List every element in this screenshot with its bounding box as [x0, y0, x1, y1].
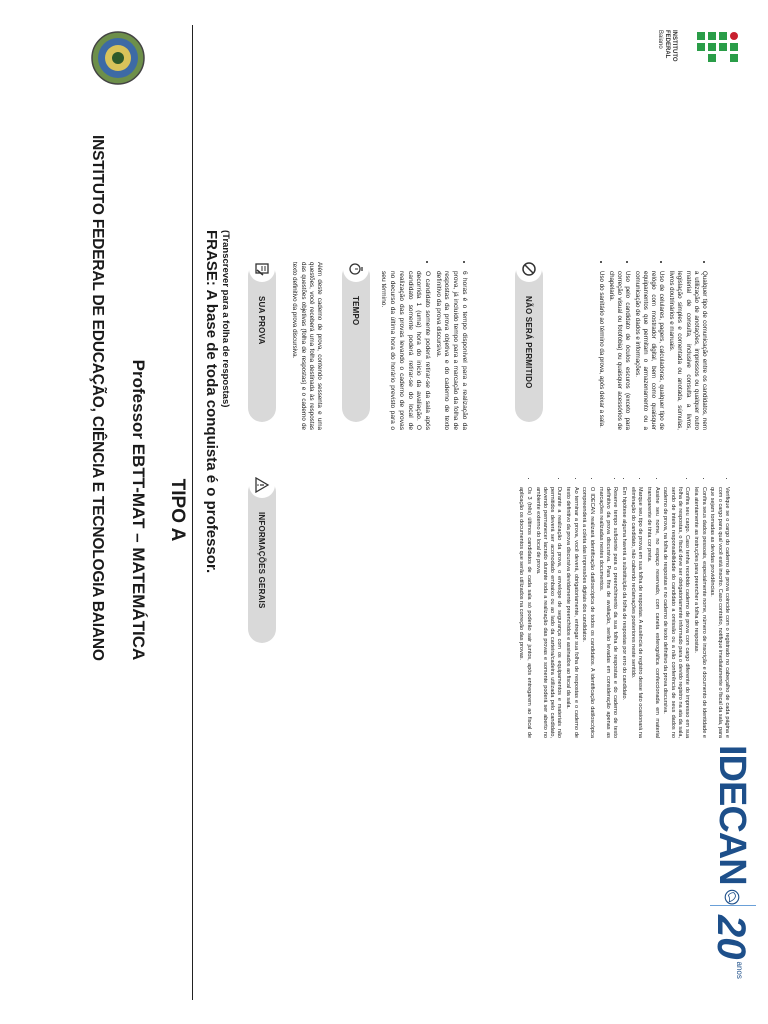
idecan-globe-icon	[714, 889, 750, 905]
list-item: • O candidato somente poderá retirar-se da sala após decorrida 1 (uma) hora do início da avaliação. O candidato somente poderá retirar-se do local de realização das provas levando o caderno de provas no decurso da última hora do horário previsto para o seu término.	[378, 271, 431, 430]
stopwatch-icon	[343, 256, 369, 282]
frase-note: (Transcrever para a folha de respostas)	[220, 230, 231, 408]
if-grid-icon	[682, 30, 742, 70]
if-logo-line-2: FEDERAL	[664, 30, 670, 59]
section-sua-prova-label: SUA PROVA	[257, 296, 267, 345]
section-tempo-text	[377, 262, 468, 430]
tipo-title: TIPO A	[167, 478, 188, 542]
prohibited-icon	[516, 256, 542, 282]
list-item: • 6 horas é o tempo disponível para a realização da prova, já incluído tempo para a marcação da folha de respostas da prova objetiva e do caderno de texto definitivo da prova discursiva.	[433, 271, 468, 430]
section-informacoes-header	[248, 478, 276, 643]
if-baiano-logo	[622, 30, 742, 70]
frase-text: FRASE: A base de toda conquista é o professor.	[203, 230, 220, 574]
institution-title: INSTITUTO FEDERAL DE EDUCAÇÃO, CIÊNCIA E TECNOLOGIA BAIANO	[89, 135, 106, 661]
section-nao-permitido-text	[595, 262, 708, 430]
list-item: • Assine seu nome, no espaço reservado, com caneta esferográfica confeccionada em material transparente de tinta cor preta.	[645, 487, 660, 738]
footer-logo-separator	[710, 905, 756, 906]
section-tempo-header	[342, 262, 370, 422]
anniversary-label: anos	[735, 961, 745, 979]
list-item: • O IDECAN realizará identificação datiloscópica de todos os candidatos. A identificação datiloscópica compreenderá a coleta das impressões digitais dos candidatos.	[580, 487, 595, 738]
section-informacoes-label: INFORMAÇÕES GERAIS	[257, 512, 267, 609]
document-pencil-icon	[249, 256, 275, 282]
idecan-wordmark: IDECAN	[711, 745, 754, 885]
if-logo-line-1: INSTITUTO	[671, 30, 677, 62]
section-sua-prova-text	[290, 262, 323, 430]
sua-prova-paragraph: Além deste caderno de prova, contendo sessenta e uma questões, você receberá uma folha destinada às respostas das questões objetivas (folha de respostas) e o caderno de texto definitivo da prova discursiva.	[291, 262, 323, 430]
list-item: • Marque seu tipo de prova em sua folha de respostas. A ausência de registro desse fato ocasionará na eliminação do candidato, não cabendo reclamações posteriores neste sentido.	[629, 487, 644, 738]
list-item: • Em hipótese alguma haverá a substituição da folha de respostas por erro do candidato.	[620, 487, 627, 738]
list-item: • Os 3 (três) últimos candidatos de cada sala só poderão sair juntos, após entregarem ao fiscal de aplicação os documentos que serão utilizados na correção das provas.	[517, 487, 532, 738]
section-nao-permitido-label: NÃO SERÁ PERMITIDO	[524, 296, 534, 389]
section-sua-prova-header	[248, 262, 276, 422]
list-item: • Confira seus dados pessoais, especialmente nome, número de inscrição e documento de identidade e leia atentamente as instruções para preencher a folha de respostas.	[692, 487, 707, 738]
list-item: • Durante a realização da prova, o envelope de segurança com os equipamentos e materiais não permitidos deverá ser acomodado embaixo ou ao lado da carteira/cadeira utilizada pelo candidato, devendo permanecer lacrado durante toda a realização das provas e somente poderá ser aberto no ambiente externo do local de prova.	[533, 487, 562, 738]
idecan-logo	[702, 745, 762, 905]
anniversary-number: 20	[709, 915, 754, 960]
list-item: • Reserve tempo suficiente para o preenchimento da sua folha de respostas e do caderno de texto definitivo da prova discursiva. Para fins de avaliação, serão levadas em consideração apenas as marcações realizadas nestes documentos.	[596, 487, 618, 738]
list-item: • Confira seu cargo. Caso tenha recebido caderno de prova com cargo diferente do impresso em sua folha de respostas, o fiscal deve ser obrigatoriamente informado para o devido registro na ata da sala, sendo de inteira responsabilidade do candidato a omissão ou a não conferência de seus dados no caderno de prova, na folha de respostas e no caderno de texto definitivo da prova discursiva.	[661, 487, 690, 738]
list-item: • Ao terminar a prova, você deverá, obrigatoriamente, entregar sua folha de respostas e o caderno de texto definitivo da prova discursiva devidamente preenchidos e assinados ao fiscal da sala.	[564, 487, 579, 738]
list-item: • Uso pelo candidato de óculos escuros (exceto para correção visual ou fotofobia) ou quaisquer acessórios de chapelaria.	[606, 271, 631, 430]
idecan-20-anos-logo	[702, 915, 760, 985]
list-item: • Verifique se o cargo do caderno de prova coincide com o registrado no cabeçalho de cada página e com o cargo para qual você está inscrito. Caso contrário, notifique imediatamente o fiscal da sala, para que sejam tomadas as devidas providências.	[708, 487, 730, 738]
warning-icon	[249, 472, 275, 498]
list-item: • Uso de celulares, pagers, calculadoras, qualquer tipo de relógio com mostrador digital, bem como quaisquer equipamentos que permitam o armazenamento ou a comunicação de dados e informações.	[633, 271, 666, 430]
institution-seal-logo	[88, 28, 148, 88]
if-logo-line-3: Baiano	[657, 30, 663, 49]
role-title: Professor EBTT-MAT – MATEMÁTICA	[129, 359, 148, 661]
list-item: • Qualquer tipo de comunicação entre os candidatos, nem a utilização de anotações, impressos ou qualquer outro material de consulta, inclusive consulta a livros, legislação simples e comentada ou anotada, súmulas, livros doutrinários e manuais.	[667, 271, 708, 430]
section-informacoes-text	[515, 478, 730, 738]
header-divider	[192, 25, 193, 1000]
section-tempo-label: TEMPO	[351, 296, 361, 326]
list-item: • Uso do sanitário ao término da prova, após deixar a sala.	[597, 271, 605, 430]
section-nao-permitido-header	[515, 262, 543, 422]
